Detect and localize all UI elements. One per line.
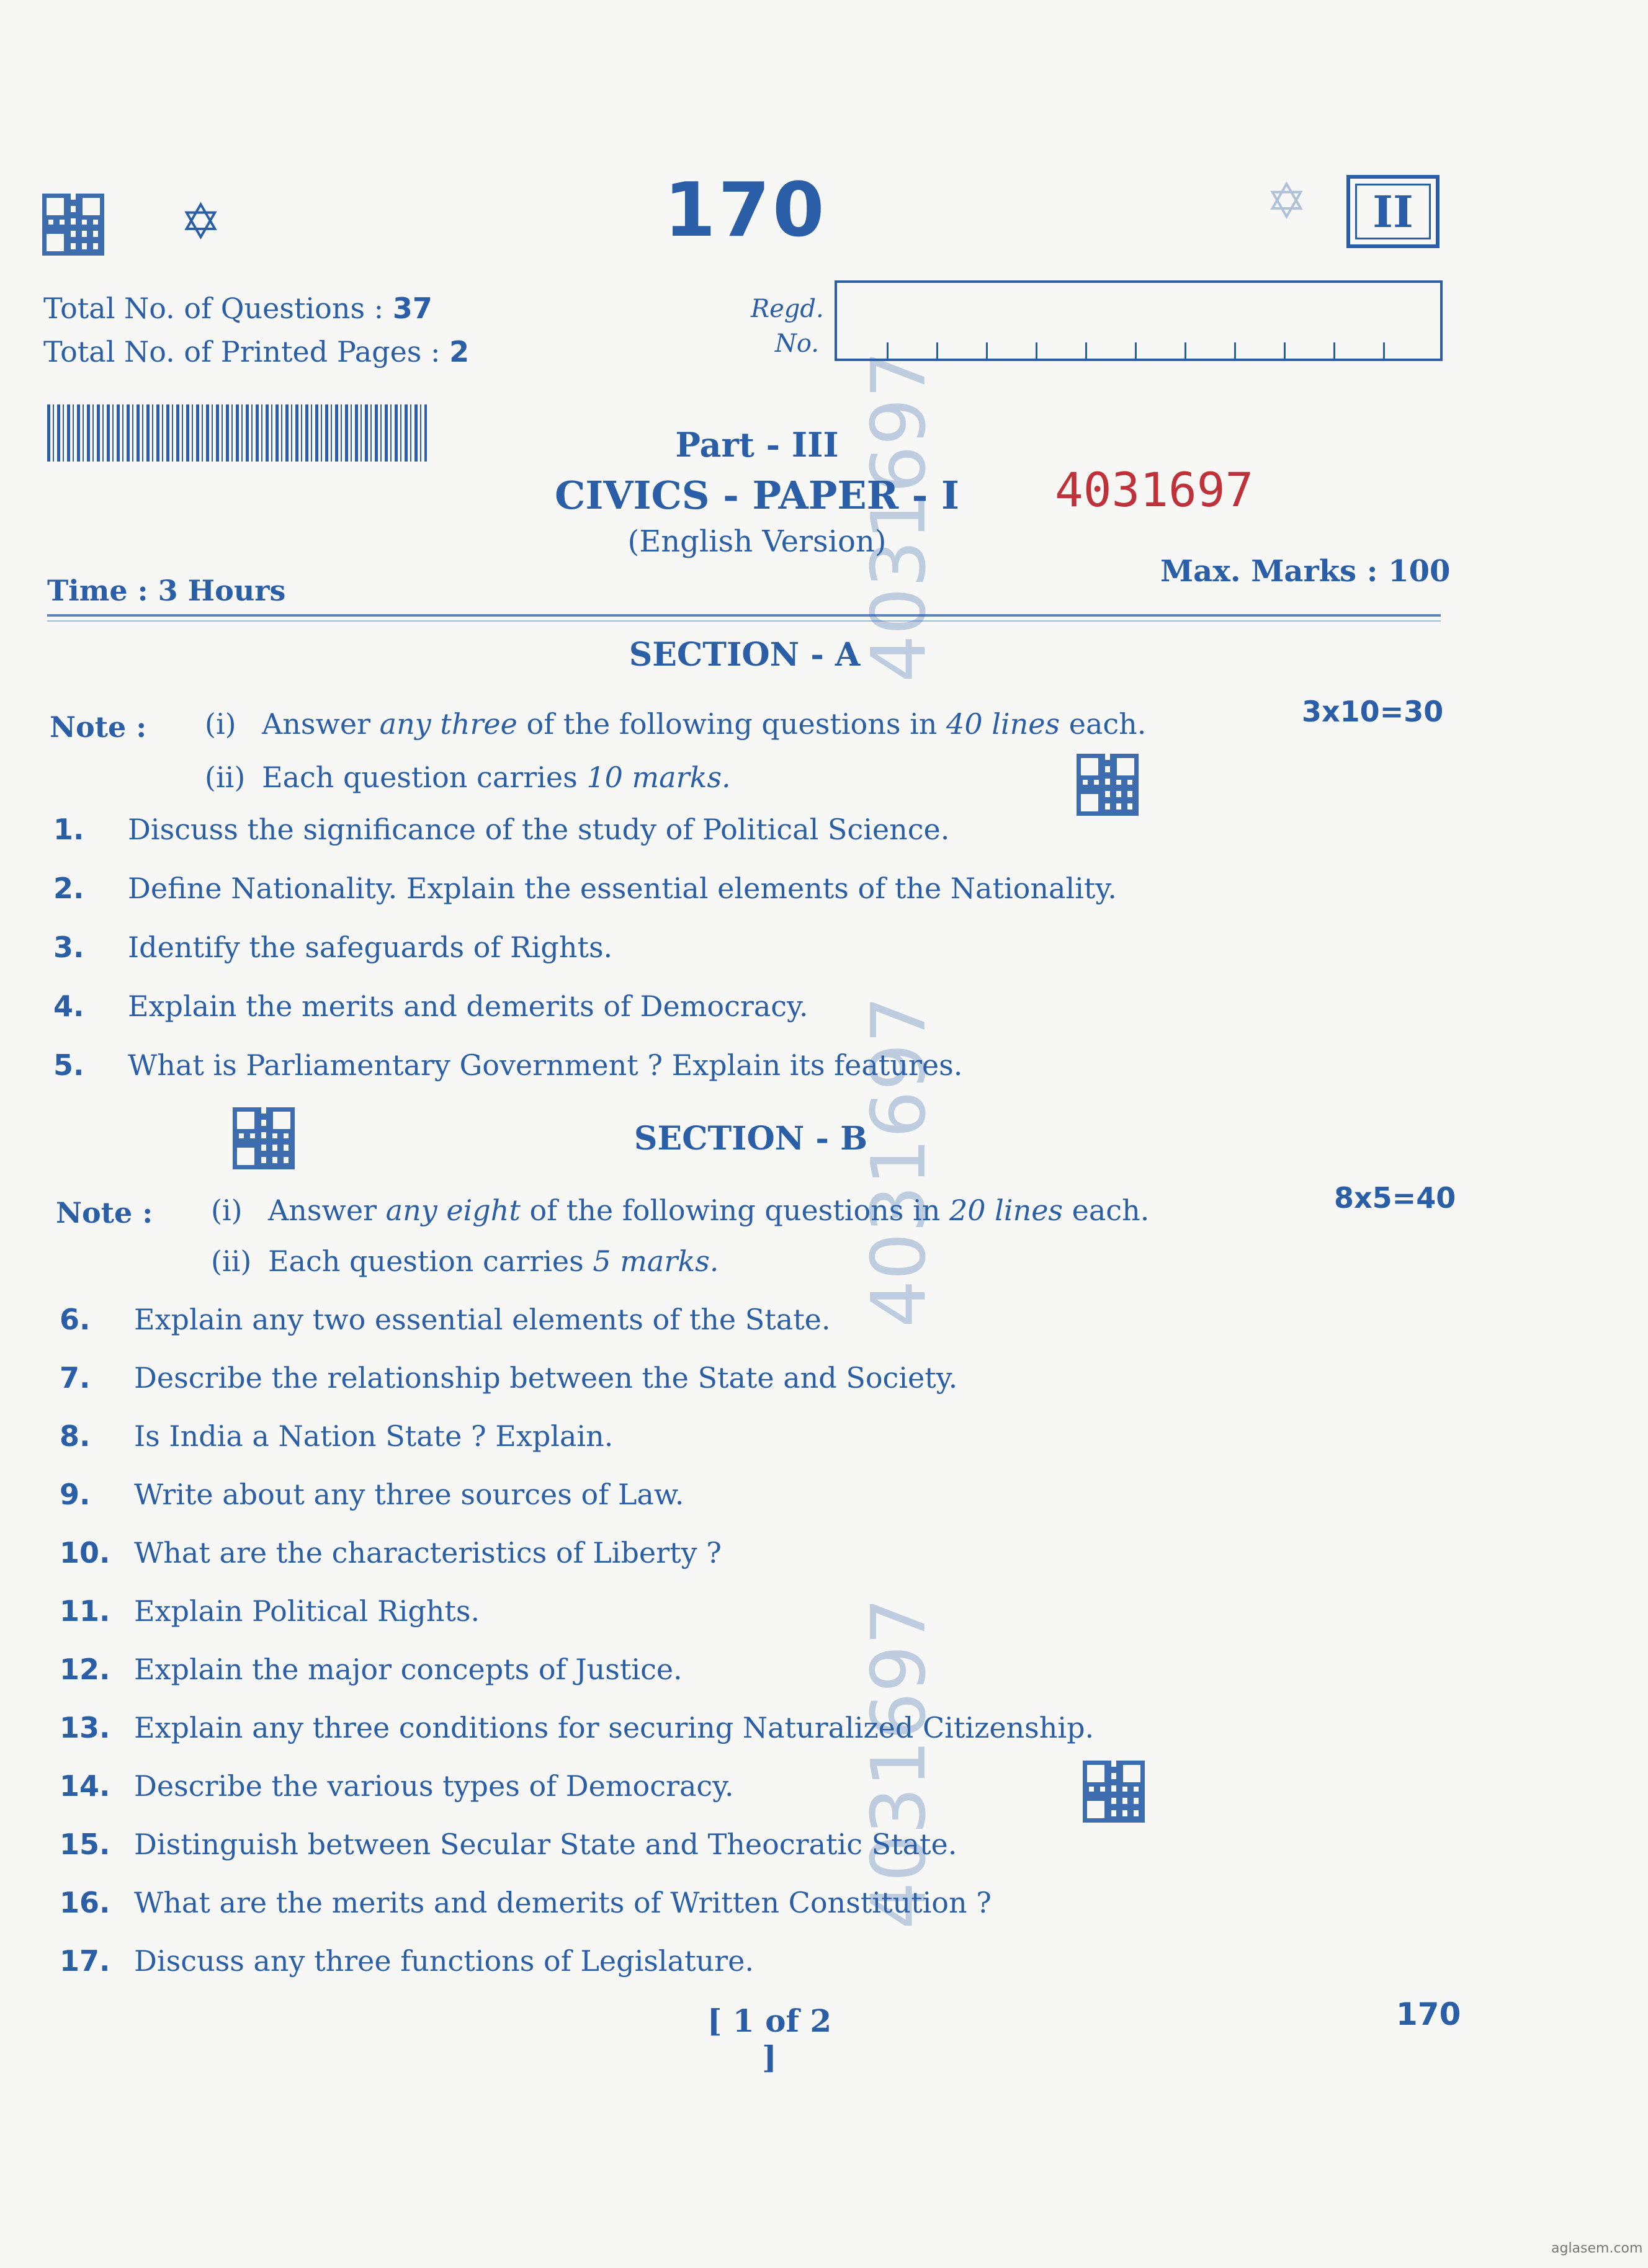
qr-code-section-b-icon xyxy=(233,1107,295,1169)
regd-label-line-2: No. xyxy=(774,329,819,358)
question-15-text: Distinguish between Secular State and Theocratic State. xyxy=(134,1828,957,1861)
section-b-marks: 8x5=40 xyxy=(1334,1181,1456,1215)
header-divider xyxy=(47,614,1441,617)
question-5-text: What is Parliamentary Government ? Explain its features. xyxy=(128,1048,963,1082)
question-8 xyxy=(60,1419,613,1453)
question-5-number: 5. xyxy=(53,1048,84,1082)
question-4-number: 4. xyxy=(53,989,84,1023)
question-14-text: Describe the various types of Democracy. xyxy=(134,1769,734,1803)
question-15 xyxy=(60,1828,957,1861)
time-label: Time : 3 Hours xyxy=(47,574,286,607)
question-10 xyxy=(60,1536,722,1569)
qr-code-bottom-right-icon xyxy=(1083,1761,1145,1823)
section-a-note-1-em2: 40 lines xyxy=(946,707,1060,741)
question-2-number: 2. xyxy=(53,872,84,905)
section-b-note-1-mid: of the following questions in xyxy=(520,1194,949,1227)
regd-label xyxy=(751,292,824,361)
question-9-number: 9. xyxy=(60,1478,91,1511)
set-badge xyxy=(1346,175,1440,248)
question-11-text: Explain Political Rights. xyxy=(134,1594,480,1628)
question-13-text: Explain any three conditions for securing Naturalized Citizenship. xyxy=(134,1711,1095,1744)
barcode-icon xyxy=(47,404,427,462)
question-3-text: Identify the safeguards of Rights. xyxy=(128,931,613,964)
question-11-number: 11. xyxy=(60,1594,110,1628)
question-7-text: Describe the relationship between the State and Society. xyxy=(134,1361,958,1395)
regd-number-box[interactable] xyxy=(835,280,1443,361)
section-b-note-1-post: each. xyxy=(1063,1194,1150,1227)
flower-ornament-faint-icon: ✡ xyxy=(1266,172,1308,230)
question-8-text: Is India a Nation State ? Explain. xyxy=(134,1419,614,1453)
question-11 xyxy=(60,1594,480,1628)
question-14 xyxy=(60,1769,734,1803)
section-a-note-1-post: each. xyxy=(1060,707,1147,741)
question-12 xyxy=(60,1653,683,1686)
section-b-note-2-pre: Each question carries xyxy=(268,1244,593,1278)
question-17 xyxy=(60,1944,754,1978)
question-6 xyxy=(60,1303,831,1336)
question-1-text: Discuss the significance of the study of Political Science. xyxy=(128,813,950,846)
question-5 xyxy=(53,1048,962,1082)
question-2 xyxy=(53,872,1117,905)
max-marks-label: Max. Marks : 100 xyxy=(1160,554,1451,589)
watermark-serial-top: 4031697 xyxy=(856,350,943,682)
question-3 xyxy=(53,931,612,964)
question-13 xyxy=(60,1711,1094,1744)
question-4 xyxy=(53,989,808,1023)
question-8-number: 8. xyxy=(60,1419,91,1453)
watermark-serial-bottom: 4031697 xyxy=(856,1597,943,1929)
question-7 xyxy=(60,1361,957,1395)
paper-title: CIVICS - PAPER - I xyxy=(555,473,959,518)
total-questions-value: 37 xyxy=(392,292,432,325)
question-17-number: 17. xyxy=(60,1944,110,1978)
section-a-note-2 xyxy=(205,761,731,794)
paper-code: 170 xyxy=(664,167,827,254)
section-b-note-2 xyxy=(211,1244,719,1278)
section-b-note-2-em: 5 marks. xyxy=(593,1244,719,1278)
paper-meta xyxy=(43,287,469,373)
regd-label-line-1: Regd. xyxy=(751,295,824,323)
section-a-note-2-pre: Each question carries xyxy=(262,761,587,794)
header-divider-thin xyxy=(47,620,1441,622)
question-15-number: 15. xyxy=(60,1828,110,1861)
total-questions-label: Total No. of Questions : xyxy=(43,292,384,325)
section-b-note-label: Note : xyxy=(56,1196,153,1230)
question-3-number: 3. xyxy=(53,931,84,964)
qr-code-top-left-icon xyxy=(42,194,104,256)
footer-paper-code: 170 xyxy=(1396,1996,1461,2032)
question-2-text: Define Nationality. Explain the essential elements of the Nationality. xyxy=(128,872,1117,905)
section-a-note-1-mid: of the following questions in xyxy=(517,707,947,741)
question-6-text: Explain any two essential elements of the State. xyxy=(134,1303,831,1336)
question-17-text: Discuss any three functions of Legislature. xyxy=(134,1944,754,1978)
set-label: II xyxy=(1373,185,1413,238)
page-number: [ 1 of 2 ] xyxy=(707,2002,832,2076)
section-a-title: SECTION - A xyxy=(629,636,861,674)
section-b-note-1-em1: any eight xyxy=(385,1194,521,1227)
version-label: (English Version) xyxy=(627,524,887,559)
question-12-number: 12. xyxy=(60,1653,110,1686)
question-1-number: 1. xyxy=(53,813,84,846)
section-a-note-1-em1: any three xyxy=(379,707,517,741)
question-13-number: 13. xyxy=(60,1711,110,1744)
section-a-note-1 xyxy=(205,707,1146,741)
section-b-note-1-pre: Answer xyxy=(268,1194,386,1227)
question-9-text: Write about any three sources of Law. xyxy=(134,1478,684,1511)
question-10-number: 10. xyxy=(60,1536,110,1569)
question-10-text: What are the characteristics of Liberty ? xyxy=(134,1536,722,1569)
total-pages-label: Total No. of Printed Pages : xyxy=(43,335,441,368)
section-a-note-label: Note : xyxy=(50,710,147,744)
section-b-note-1 xyxy=(211,1194,1149,1227)
question-16-text: What are the merits and demerits of Written Constitution ? xyxy=(134,1886,992,1919)
watermark-serial-middle: 4031697 xyxy=(856,996,943,1328)
question-9 xyxy=(60,1478,684,1511)
qr-code-section-a-icon xyxy=(1077,754,1139,816)
question-14-number: 14. xyxy=(60,1769,110,1803)
question-4-text: Explain the merits and demerits of Democracy. xyxy=(128,989,808,1023)
total-pages-value: 2 xyxy=(449,335,470,368)
section-b-note-1-num: (i) xyxy=(211,1194,243,1227)
section-b-title: SECTION - B xyxy=(634,1120,868,1158)
question-7-number: 7. xyxy=(60,1361,91,1395)
section-b-note-2-num: (ii) xyxy=(211,1244,252,1278)
question-6-number: 6. xyxy=(60,1303,91,1336)
section-a-note-2-num: (ii) xyxy=(205,761,246,794)
section-a-note-2-em: 10 marks. xyxy=(586,761,731,794)
flower-ornament-icon: ✡ xyxy=(180,193,222,251)
serial-number: 4031697 xyxy=(1055,462,1254,517)
source-watermark: aglasem.com xyxy=(1551,2241,1643,2256)
question-16 xyxy=(60,1886,992,1919)
section-b-note-1-em2: 20 lines xyxy=(949,1194,1064,1227)
section-a-marks: 3x10=30 xyxy=(1302,695,1444,728)
part-label: Part - III xyxy=(675,425,839,465)
question-16-number: 16. xyxy=(60,1886,110,1919)
section-a-note-1-pre: Answer xyxy=(262,707,380,741)
question-1 xyxy=(53,813,949,846)
question-12-text: Explain the major concepts of Justice. xyxy=(134,1653,683,1686)
section-a-note-1-num: (i) xyxy=(205,707,236,741)
